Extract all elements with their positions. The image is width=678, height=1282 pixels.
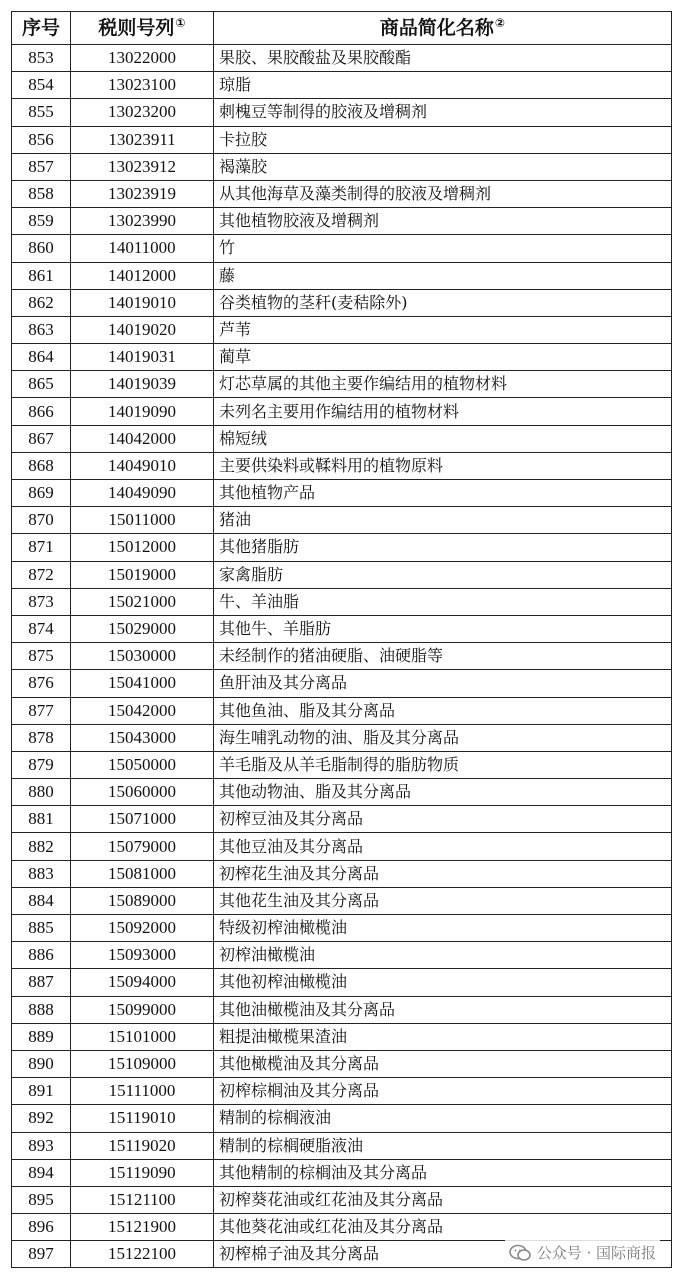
product-name-cell: 其他植物胶液及增稠剂 (214, 208, 672, 235)
table-row (12, 643, 672, 670)
table-row (12, 534, 672, 561)
table-row (12, 208, 672, 235)
product-name-cell: 琼脂 (214, 72, 672, 99)
product-name-cell: 其他精制的棕榈油及其分离品 (214, 1159, 672, 1186)
seq-cell: 879 (12, 751, 71, 778)
table-row (12, 1214, 672, 1241)
seq-cell: 892 (12, 1105, 71, 1132)
tariff-code-cell: 15071000 (71, 806, 214, 833)
seq-cell: 867 (12, 425, 71, 452)
seq-cell: 868 (12, 452, 71, 479)
seq-cell: 880 (12, 779, 71, 806)
header-name-footnote: ② (494, 15, 506, 30)
tariff-code-cell: 15042000 (71, 697, 214, 724)
product-name-cell: 羊毛脂及从羊毛脂制得的脂肪物质 (214, 751, 672, 778)
table-row (12, 425, 672, 452)
tariff-code-cell: 15093000 (71, 942, 214, 969)
tariff-code-cell: 14042000 (71, 425, 214, 452)
product-name-cell: 其他橄榄油及其分离品 (214, 1050, 672, 1077)
product-name-cell: 其他动物油、脂及其分离品 (214, 779, 672, 806)
tariff-code-cell: 15030000 (71, 643, 214, 670)
product-name-cell: 其他牛、羊脂肪 (214, 615, 672, 642)
product-name-cell: 果胶、果胶酸盐及果胶酸酯 (214, 45, 672, 72)
product-name-cell: 藤 (214, 262, 672, 289)
product-name-cell: 其他花生油及其分离品 (214, 887, 672, 914)
seq-cell: 858 (12, 180, 71, 207)
seq-cell: 873 (12, 588, 71, 615)
product-name-cell: 未经制作的猪油硬脂、油硬脂等 (214, 643, 672, 670)
product-name-cell: 其他油橄榄油及其分离品 (214, 996, 672, 1023)
seq-cell: 878 (12, 724, 71, 751)
watermark-text: 公众号 · 国际商报 (536, 1244, 656, 1262)
table-body (12, 45, 672, 1268)
table-row (12, 779, 672, 806)
seq-cell: 872 (12, 561, 71, 588)
tariff-table (11, 11, 672, 1268)
seq-cell: 865 (12, 371, 71, 398)
table-row (12, 724, 672, 751)
table-row (12, 507, 672, 534)
seq-cell: 889 (12, 1023, 71, 1050)
watermark (505, 1240, 660, 1265)
seq-cell: 855 (12, 99, 71, 126)
table-row (12, 1050, 672, 1077)
tariff-code-cell: 15111000 (71, 1078, 214, 1105)
product-name-cell: 精制的棕榈硬脂液油 (214, 1132, 672, 1159)
tariff-code-cell: 13023912 (71, 153, 214, 180)
seq-cell: 883 (12, 860, 71, 887)
header-code-label: 税则号列 (98, 17, 175, 39)
tariff-code-cell: 14049010 (71, 452, 214, 479)
tariff-code-cell: 13023990 (71, 208, 214, 235)
seq-cell: 877 (12, 697, 71, 724)
product-name-cell: 竹 (214, 235, 672, 262)
product-name-cell: 初榨油橄榄油 (214, 942, 672, 969)
product-name-cell: 蔺草 (214, 344, 672, 371)
table-row (12, 398, 672, 425)
tariff-code-cell: 14011000 (71, 235, 214, 262)
table-row (12, 860, 672, 887)
seq-cell: 853 (12, 45, 71, 72)
product-name-cell: 褐藻胶 (214, 153, 672, 180)
seq-cell: 856 (12, 126, 71, 153)
tariff-code-cell: 13023100 (71, 72, 214, 99)
product-name-cell: 初榨花生油及其分离品 (214, 860, 672, 887)
tariff-code-cell: 14019090 (71, 398, 214, 425)
product-name-cell: 海生哺乳动物的油、脂及其分离品 (214, 724, 672, 751)
table-row (12, 1159, 672, 1186)
product-name-cell: 特级初榨油橄榄油 (214, 915, 672, 942)
tariff-code-cell: 14019031 (71, 344, 214, 371)
header-seq-label: 序号 (21, 17, 60, 39)
tariff-code-cell: 14019039 (71, 371, 214, 398)
tariff-code-cell: 13023911 (71, 126, 214, 153)
tariff-code-cell: 15011000 (71, 507, 214, 534)
table-row (12, 316, 672, 343)
product-name-cell: 棉短绒 (214, 425, 672, 452)
tariff-code-cell: 15121900 (71, 1214, 214, 1241)
header-code-footnote: ① (175, 15, 186, 30)
tariff-code-cell: 15119010 (71, 1105, 214, 1132)
tariff-code-cell: 13022000 (71, 45, 214, 72)
seq-cell: 860 (12, 235, 71, 262)
product-name-cell: 未列名主要用作编结用的植物材料 (214, 398, 672, 425)
table-row (12, 126, 672, 153)
tariff-code-cell: 14019020 (71, 316, 214, 343)
seq-cell: 882 (12, 833, 71, 860)
seq-cell: 864 (12, 344, 71, 371)
seq-cell: 859 (12, 208, 71, 235)
tariff-code-cell: 15019000 (71, 561, 214, 588)
seq-cell: 876 (12, 670, 71, 697)
table-row (12, 99, 672, 126)
tariff-code-cell: 15079000 (71, 833, 214, 860)
product-name-cell: 灯芯草属的其他主要作编结用的植物材料 (214, 371, 672, 398)
table-row (12, 996, 672, 1023)
seq-cell: 875 (12, 643, 71, 670)
seq-cell: 861 (12, 262, 71, 289)
header-row (12, 12, 672, 45)
table-row (12, 72, 672, 99)
table-row (12, 969, 672, 996)
tariff-code-cell: 15101000 (71, 1023, 214, 1050)
seq-cell: 896 (12, 1214, 71, 1241)
tariff-code-cell: 13023919 (71, 180, 214, 207)
seq-cell: 870 (12, 507, 71, 534)
seq-cell: 871 (12, 534, 71, 561)
product-name-cell: 主要供染料或鞣料用的植物原料 (214, 452, 672, 479)
tariff-code-cell: 15041000 (71, 670, 214, 697)
product-name-cell: 初榨棉子油及其分离品 (214, 1241, 672, 1268)
product-name-cell: 其他猪脂肪 (214, 534, 672, 561)
tariff-code-cell: 13023200 (71, 99, 214, 126)
tariff-code-cell: 15060000 (71, 779, 214, 806)
header-code (71, 12, 214, 45)
tariff-code-cell: 14049090 (71, 480, 214, 507)
seq-cell: 854 (12, 72, 71, 99)
table-row (12, 45, 672, 72)
seq-cell: 874 (12, 615, 71, 642)
table-row (12, 180, 672, 207)
table-row (12, 289, 672, 316)
product-name-cell: 初榨葵花油或红花油及其分离品 (214, 1186, 672, 1213)
product-name-cell: 其他初榨油橄榄油 (214, 969, 672, 996)
seq-cell: 862 (12, 289, 71, 316)
tariff-code-cell: 15099000 (71, 996, 214, 1023)
table-row (12, 615, 672, 642)
table-header (12, 12, 672, 45)
table-row (12, 806, 672, 833)
table-row (12, 452, 672, 479)
product-name-cell: 鱼肝油及其分离品 (214, 670, 672, 697)
table-row (12, 697, 672, 724)
seq-cell: 887 (12, 969, 71, 996)
product-name-cell: 刺槐豆等制得的胶液及增稠剂 (214, 99, 672, 126)
tariff-code-cell: 15119020 (71, 1132, 214, 1159)
product-name-cell: 粗提油橄榄果渣油 (214, 1023, 672, 1050)
document-page (11, 11, 671, 1268)
seq-cell: 884 (12, 887, 71, 914)
table-row (12, 887, 672, 914)
table-row (12, 480, 672, 507)
seq-cell: 895 (12, 1186, 71, 1213)
table-row (12, 1078, 672, 1105)
seq-cell: 881 (12, 806, 71, 833)
table-row (12, 1186, 672, 1213)
tariff-code-cell: 15029000 (71, 615, 214, 642)
table-row (12, 588, 672, 615)
seq-cell: 891 (12, 1078, 71, 1105)
table-row (12, 833, 672, 860)
tariff-code-cell: 15089000 (71, 887, 214, 914)
table-row (12, 235, 672, 262)
seq-cell: 890 (12, 1050, 71, 1077)
product-name-cell: 从其他海草及藻类制得的胶液及增稠剂 (214, 180, 672, 207)
table-row (12, 153, 672, 180)
table-row (12, 670, 672, 697)
header-name (214, 12, 672, 45)
seq-cell: 866 (12, 398, 71, 425)
product-name-cell: 卡拉胶 (214, 126, 672, 153)
table-row (12, 1023, 672, 1050)
seq-cell: 897 (12, 1241, 71, 1268)
tariff-code-cell: 14019010 (71, 289, 214, 316)
product-name-cell: 精制的棕榈液油 (214, 1105, 672, 1132)
tariff-code-cell: 15050000 (71, 751, 214, 778)
table-row (12, 751, 672, 778)
table-row (12, 942, 672, 969)
table-row (12, 371, 672, 398)
tariff-code-cell: 14012000 (71, 262, 214, 289)
tariff-code-cell: 15092000 (71, 915, 214, 942)
wechat-official-account-icon (509, 1244, 531, 1262)
product-name-cell: 初榨棕榈油及其分离品 (214, 1078, 672, 1105)
table-row (12, 344, 672, 371)
tariff-code-cell: 15043000 (71, 724, 214, 751)
product-name-cell: 家禽脂肪 (214, 561, 672, 588)
table-row (12, 915, 672, 942)
product-name-cell: 猪油 (214, 507, 672, 534)
seq-cell: 893 (12, 1132, 71, 1159)
product-name-cell: 初榨豆油及其分离品 (214, 806, 672, 833)
tariff-code-cell: 15119090 (71, 1159, 214, 1186)
seq-cell: 894 (12, 1159, 71, 1186)
tariff-code-cell: 15021000 (71, 588, 214, 615)
product-name-cell: 其他豆油及其分离品 (214, 833, 672, 860)
seq-cell: 857 (12, 153, 71, 180)
tariff-code-cell: 15121100 (71, 1186, 214, 1213)
table-row (12, 1132, 672, 1159)
header-name-label: 商品简化名称 (379, 17, 494, 39)
tariff-code-cell: 15122100 (71, 1241, 214, 1268)
tariff-code-cell: 15109000 (71, 1050, 214, 1077)
tariff-code-cell: 15012000 (71, 534, 214, 561)
tariff-code-cell: 15081000 (71, 860, 214, 887)
table-row (12, 1105, 672, 1132)
seq-cell: 886 (12, 942, 71, 969)
tariff-code-cell: 15094000 (71, 969, 214, 996)
seq-cell: 863 (12, 316, 71, 343)
seq-cell: 869 (12, 480, 71, 507)
seq-cell: 888 (12, 996, 71, 1023)
header-seq (12, 12, 71, 45)
table-row (12, 561, 672, 588)
seq-cell: 885 (12, 915, 71, 942)
product-name-cell: 其他植物产品 (214, 480, 672, 507)
table-row (12, 262, 672, 289)
product-name-cell: 芦苇 (214, 316, 672, 343)
product-name-cell: 谷类植物的茎秆(麦秸除外) (214, 289, 672, 316)
product-name-cell: 牛、羊油脂 (214, 588, 672, 615)
product-name-cell: 其他葵花油或红花油及其分离品 (214, 1214, 672, 1241)
product-name-cell: 其他鱼油、脂及其分离品 (214, 697, 672, 724)
